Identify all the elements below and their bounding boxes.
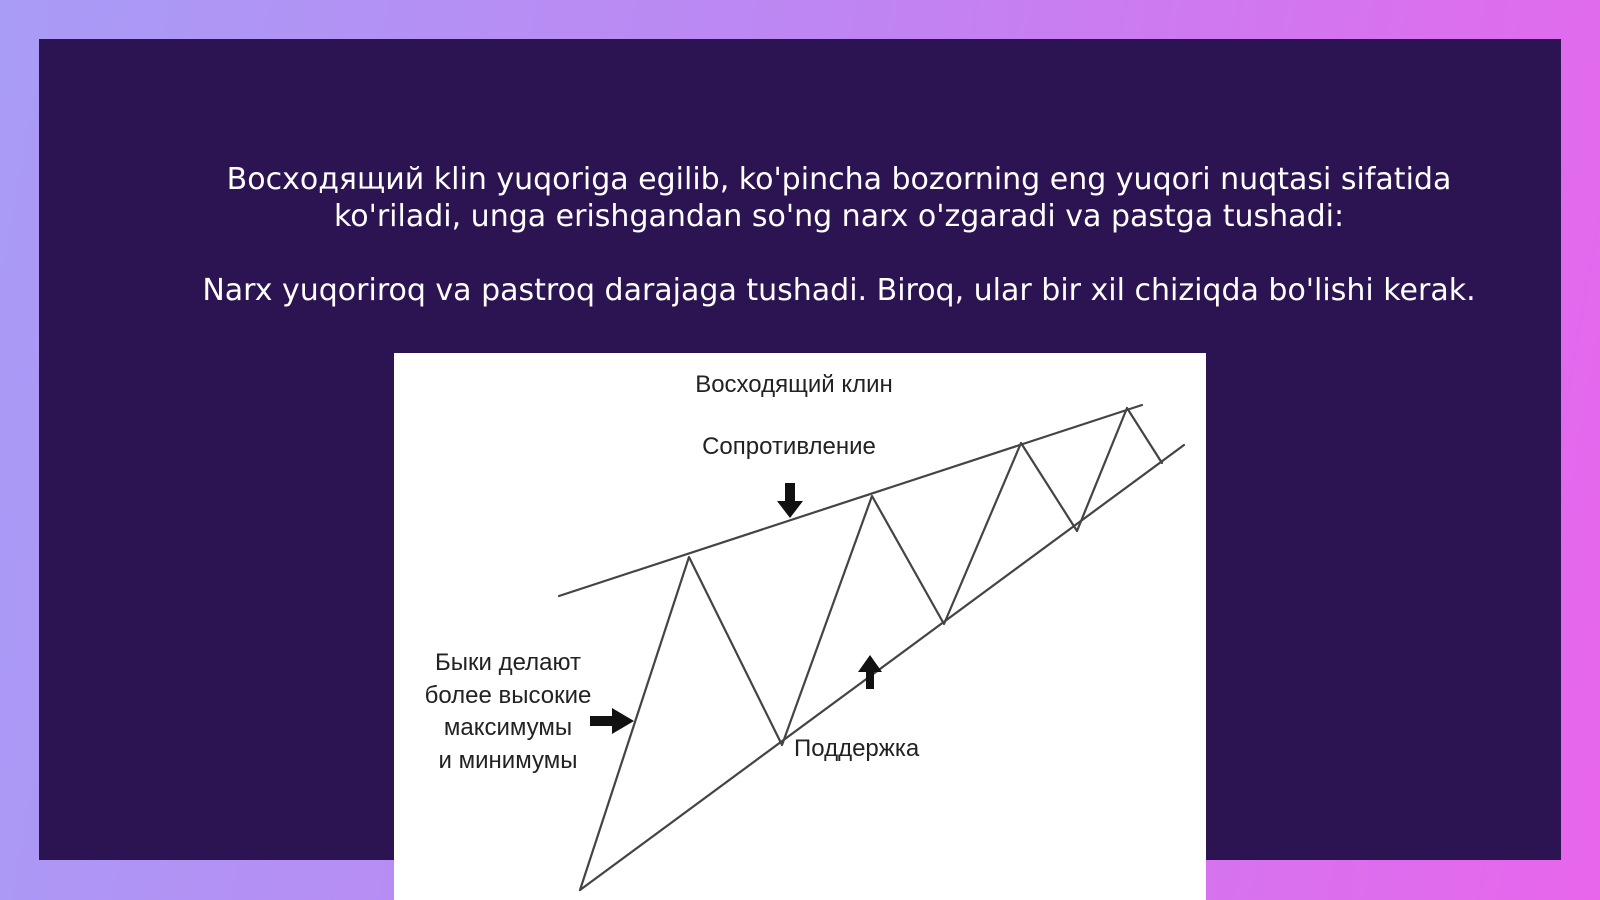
- resistance-arrow-icon: [777, 483, 803, 518]
- second-paragraph: Narx yuqoriroq va pastroq darajaga tushadi. Biroq, ular bir xil chiziqda bo'lishi kerak.: [202, 273, 1476, 308]
- support-label: Поддержка: [794, 735, 920, 762]
- resistance-label: Сопротивление: [702, 433, 876, 460]
- rising-wedge-figure: [394, 353, 1206, 900]
- bulls-label-line: Быки делают: [435, 649, 581, 676]
- bulls-label-line: максимумы: [443, 714, 573, 741]
- support-arrow-icon: [858, 655, 882, 689]
- intro-line-1: Восходящий klin yuqoriga egilib, ko'pincha bozorning eng yuqori nuqtasi sifatida: [226, 162, 1452, 197]
- figure-title: Восходящий клин: [695, 371, 893, 398]
- intro-line-2: ko'riladi, unga erishgandan so'ng narx o'zgaradi va pastga tushadi:: [333, 199, 1345, 234]
- bulls-label-line: более высокие: [424, 681, 592, 709]
- bulls-label-line: и минимумы: [438, 746, 578, 774]
- intro-paragraph: [159, 161, 1519, 235]
- annotation-arrows: [590, 483, 882, 734]
- bulls-label: [408, 647, 608, 777]
- price-zigzag: [580, 408, 1162, 890]
